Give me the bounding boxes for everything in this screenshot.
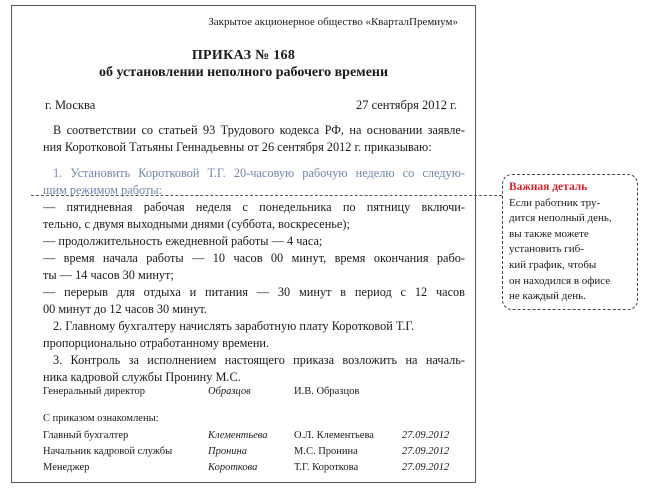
note-line: дится неполный день,	[509, 212, 612, 225]
signatory-date: 27.09.2012	[402, 446, 450, 457]
director-signature: Образцов	[208, 386, 251, 397]
item3-line: 3. Контроль за исполнением настоящего приказа возложить на началь-	[53, 353, 465, 367]
intro-line: В соответствии со статьей 93 Трудового кодекса РФ, на основании заявле-	[53, 123, 465, 137]
condition-line: ты — 14 часов 30 минут;	[43, 268, 174, 282]
note-line: установить гиб-	[509, 243, 584, 256]
order-date: 27 сентября 2012 г.	[355, 98, 457, 112]
condition-line: — пятидневная рабочая неделя с понедельника по пятницу включи-	[43, 200, 465, 214]
director-position: Генеральный директор	[43, 386, 145, 397]
important-detail-note	[502, 174, 638, 310]
order-title: ПРИКАЗ № 168	[191, 48, 296, 63]
signatory-name: Т.Г. Короткова	[294, 462, 359, 473]
acquainted-label: С приказом ознакомлены:	[43, 413, 159, 424]
signatory-signature: Пронина	[208, 446, 248, 457]
condition-line: тельно, с двумя выходными днями (суббота, воскресенье);	[43, 217, 350, 231]
note-line: он находился в офисе	[509, 274, 611, 287]
signatory-date: 27.09.2012	[402, 462, 450, 473]
item1-line: щим режимом работы:	[43, 183, 163, 197]
note-line: вы также можете	[509, 227, 589, 240]
signatory-name: О.Л. Клементьева	[294, 430, 374, 441]
note-line: не каждый день.	[509, 290, 586, 303]
signatory-position: Начальник кадровой службы	[43, 446, 173, 457]
note-title: Важная деталь	[509, 181, 588, 193]
signatory-date: 27.09.2012	[402, 430, 450, 441]
item2-line: 2. Главному бухгалтеру начислять заработную плату Коротковой Т.Г.	[53, 319, 415, 333]
condition-line: — время начала работы — 10 часов 00 минут, время окончания рабо-	[43, 251, 465, 265]
signatory-position: Главный бухгалтер	[43, 430, 129, 441]
note-line: Если работник тру-	[509, 196, 601, 209]
director-name: И.В. Образцов	[294, 386, 360, 397]
company-name: Закрытое акционерное общество «КварталПремиум»	[208, 16, 458, 28]
signatory-signature: Короткова	[208, 462, 258, 473]
order-subtitle: об установлении неполного рабочего времени	[98, 65, 389, 80]
item1-line: 1. Установить Коротковой Т.Г. 20-часовую рабочую неделю со следую-	[53, 166, 465, 180]
intro-line: ния Коротковой Татьяны Геннадьевны от 26 сентября 2012 г. приказываю:	[43, 140, 432, 154]
condition-line: — перерыв для отдыха и питания — 30 минут в период с 12 часов	[43, 285, 465, 299]
signatory-signature: Клементьева	[208, 430, 268, 441]
order-city: г. Москва	[45, 98, 96, 112]
signatory-name: М.С. Пронина	[294, 446, 358, 457]
note-line: кий график, чтобы	[509, 258, 597, 271]
condition-line: 00 минут до 12 часов 30 минут.	[43, 302, 207, 316]
item2-line: пропорционально отработанному времени.	[43, 336, 270, 350]
signatory-position: Менеджер	[43, 462, 90, 473]
order-document	[11, 5, 476, 483]
note-connector-line	[31, 195, 502, 196]
condition-line: — продолжительность ежедневной работы — 4 часа;	[43, 234, 323, 248]
item3-line: ника кадровой службы Пронину М.С.	[43, 370, 241, 384]
